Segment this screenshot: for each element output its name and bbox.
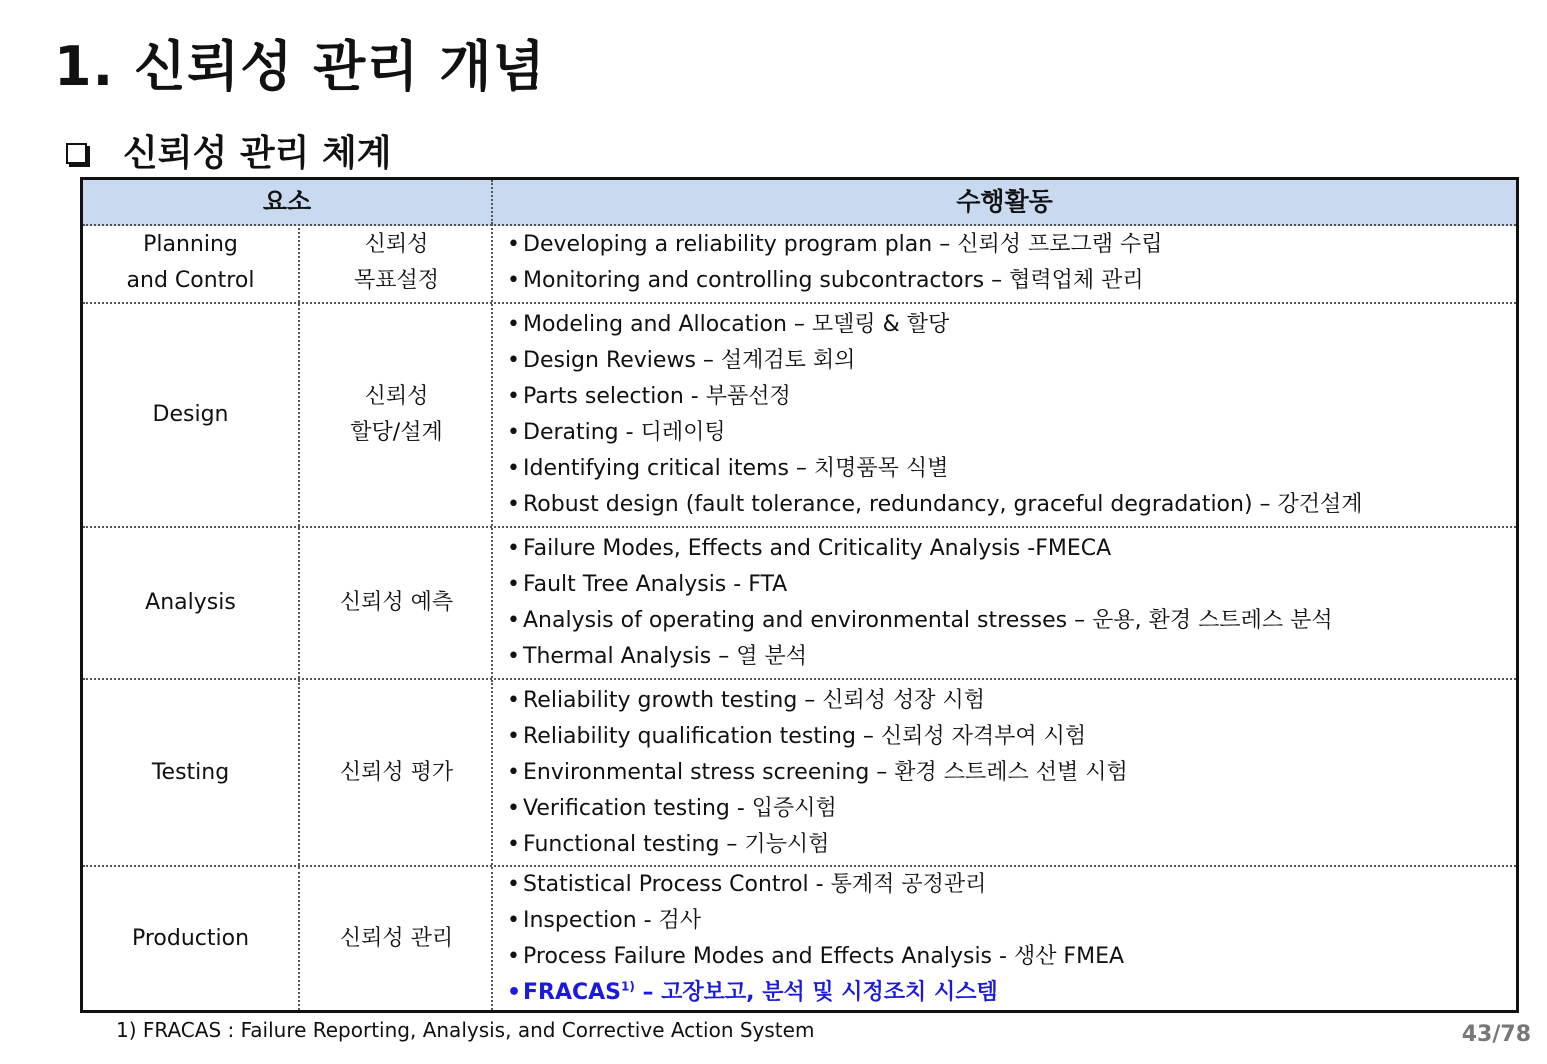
korean-label: 신뢰성 관리 <box>339 925 454 951</box>
activities-cell <box>491 224 1516 302</box>
fracas-activity-item: •FRACAS$^{1)}$ – 고장보고, 분석 및 시정조치 시스템 <box>507 979 998 1005</box>
activity-item: • Process Failure Modes and Effects Analysis - 생산 FMEA <box>507 943 1125 969</box>
table-row <box>83 304 1516 528</box>
korean-label: 목표설정 <box>353 268 439 293</box>
element-label: Planning <box>143 232 238 257</box>
korean-cell <box>298 528 493 678</box>
activity-item: • Derating - 디레이팅 <box>507 420 726 445</box>
activity-item: • Thermal Analysis – 열 분석 <box>507 644 807 669</box>
element-cell <box>83 528 298 678</box>
element-cell <box>83 680 298 865</box>
activity-item: • Functional testing – 기능시험 <box>507 831 830 857</box>
reliability-management-table <box>80 177 1519 1013</box>
table-header <box>83 180 1516 226</box>
element-label: Testing <box>151 759 230 785</box>
square-bullet-icon <box>66 143 87 164</box>
element-label: Production <box>131 925 250 951</box>
element-cell <box>83 304 298 526</box>
activity-item: • Verification testing - 입증시험 <box>507 795 837 821</box>
activity-item: • Failure Modes, Effects and Criticality Analysis -FMECA <box>507 536 1112 561</box>
element-cell <box>83 224 298 302</box>
footnote: 1) FRACAS : Failure Reporting, Analysis, and Corrective Action System <box>116 1018 815 1042</box>
activity-item: • Fault Tree Analysis - FTA <box>507 572 788 597</box>
korean-label: 신뢰성 <box>364 384 429 409</box>
table-row <box>83 528 1516 680</box>
activity-item: • Inspection - 검사 <box>507 907 702 933</box>
table-row <box>83 680 1516 867</box>
element-label: and Control <box>126 268 255 293</box>
element-label: Analysis <box>145 590 236 615</box>
activity-item: • Developing a reliability program plan – 신뢰성 프로그램 수립 <box>507 232 1163 257</box>
activity-item: • Modeling and Allocation – 모델링 & 할당 <box>507 312 950 337</box>
footnote-marker: 1) <box>621 979 635 994</box>
activity-item: • Environmental stress screening – 환경 스트레스 선별 시험 <box>507 759 1128 785</box>
korean-cell <box>298 867 493 1010</box>
activity-item: • Reliability growth testing – 신뢰성 성장 시험 <box>507 687 986 713</box>
activities-cell <box>491 867 1516 1010</box>
page-number: 43/78 <box>1461 1022 1531 1047</box>
activity-item: • Analysis of operating and environmental stresses – 운용, 환경 스트레스 분석 <box>507 608 1333 633</box>
activity-item: • Parts selection - 부품선정 <box>507 384 791 409</box>
korean-cell <box>298 680 493 865</box>
element-cell <box>83 867 298 1010</box>
header-activities: 수행활동 <box>491 180 1516 224</box>
section-heading <box>66 125 392 176</box>
korean-label: 할당/설계 <box>350 420 443 445</box>
page-title: 1. 신뢰성 관리 개념 <box>54 35 546 98</box>
korean-label: 신뢰성 <box>364 232 429 257</box>
table-row <box>83 224 1516 304</box>
korean-label: 신뢰성 평가 <box>339 759 454 785</box>
activities-cell <box>491 680 1516 865</box>
activity-item: • Statistical Process Control - 통계적 공정관리 <box>507 871 987 897</box>
korean-cell <box>298 224 493 302</box>
activity-item: • Robust design (fault tolerance, redundancy, graceful degradation) – 강건설계 <box>507 492 1363 517</box>
activity-item: • Reliability qualification testing – 신뢰성 자격부여 시험 <box>507 723 1087 749</box>
korean-label: 신뢰성 예측 <box>339 590 454 615</box>
section-heading-text: 신뢰성 관리 체계 <box>123 133 392 174</box>
activities-cell <box>491 304 1516 526</box>
activity-item: • Design Reviews – 설계검토 회의 <box>507 348 856 373</box>
table-row <box>83 867 1516 1010</box>
element-label: Design <box>152 402 229 427</box>
activities-cell <box>491 528 1516 678</box>
activity-item: • Identifying critical items – 치명품목 식별 <box>507 456 949 481</box>
korean-cell <box>298 304 493 526</box>
activity-item: • Monitoring and controlling subcontractors – 협력업체 관리 <box>507 268 1144 293</box>
header-element: 요소 <box>262 187 312 216</box>
